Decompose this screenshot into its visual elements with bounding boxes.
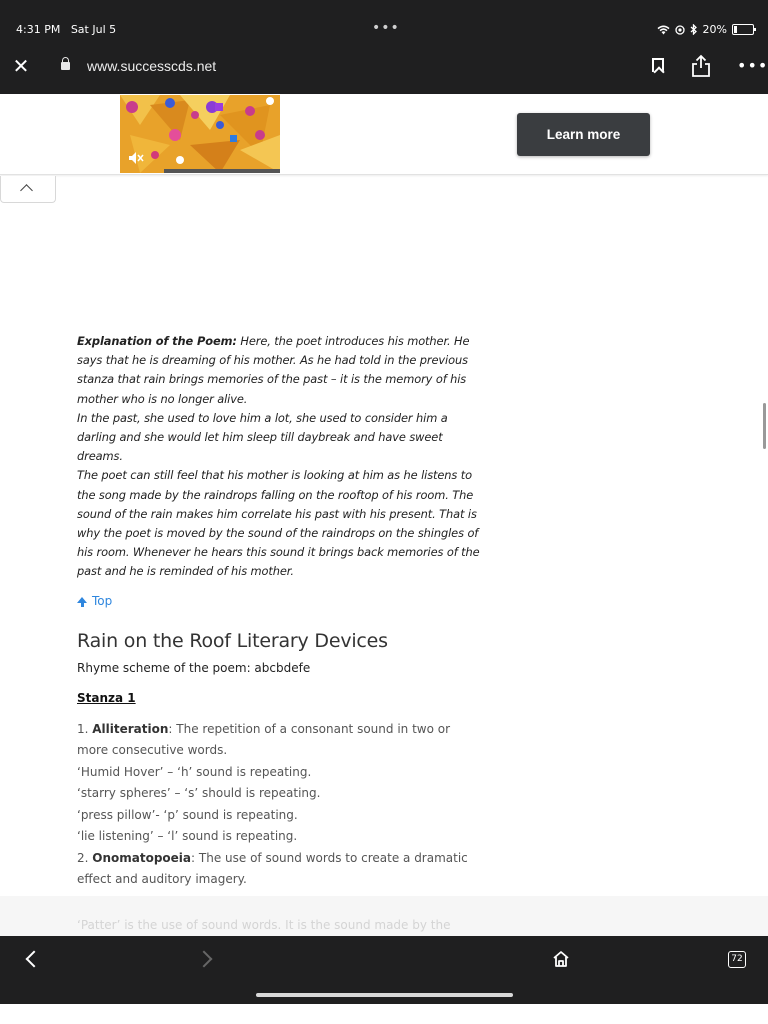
top-link[interactable] [77, 594, 487, 608]
status-time-text: 4:31 PM [16, 23, 61, 36]
literary-devices-list [77, 719, 487, 891]
address-field[interactable] [45, 50, 525, 86]
explanation-label: Explanation of the Poem: [77, 334, 237, 348]
location-icon [675, 25, 685, 35]
top-bar [0, 0, 768, 94]
explanation-paragraph-3: The poet can still feel that his mother is looking at him as he listens to the song made by the raindrops falling on the rooftop of his room. The sound of the rain makes him correlate his past with his present. That is why the poet is moved by the sound of the raindrops on the shingles of his room. Whenever he hears this sound it brings back memories of the past and he is reminded of his mother. [77, 468, 480, 579]
alliteration-definition-1: : The repetition of a consonant sound in two or [168, 721, 451, 736]
bottom-toolbar [0, 936, 768, 1004]
onomatopoeia-term: Onomatopoeia [92, 850, 192, 865]
back-icon[interactable] [26, 951, 43, 968]
alliteration-line-2: more consecutive words. [77, 743, 228, 758]
bluetooth-icon [690, 24, 698, 35]
mute-icon[interactable] [128, 151, 144, 165]
ad-video-image [120, 95, 280, 173]
top-link-text[interactable]: Top [92, 593, 113, 608]
url-bar [0, 46, 768, 90]
article-content [77, 332, 487, 891]
alliteration-term: Alliteration [92, 721, 169, 736]
lock-icon [61, 62, 70, 70]
ad-video-thumbnail[interactable] [120, 95, 280, 173]
faded-content-overlay [0, 896, 768, 936]
multitask-dots-icon[interactable]: ••• [372, 20, 400, 36]
more-icon[interactable]: ••• [737, 56, 768, 75]
battery-icon [732, 24, 754, 35]
explanation-paragraph-1 [77, 332, 487, 409]
poem-explanation [77, 332, 487, 582]
wifi-icon [657, 25, 670, 35]
share-icon[interactable] [690, 54, 712, 78]
explanation-text-1: Here, the poet introduces his mother. He says that he is dreaming of his mother. As he had told in the previous stanza that rain brings memories of the past – it is the memory of his mother who is no longer alive. [77, 334, 470, 406]
ad-collapse-button[interactable] [0, 176, 56, 203]
status-date-text: Sat Jul 5 [70, 23, 117, 36]
status-indicators [657, 23, 754, 36]
bookmark-icon[interactable] [652, 58, 664, 72]
home-icon[interactable] [552, 950, 570, 968]
onomatopoeia-line-1 [77, 848, 487, 870]
onomatopoeia-line-2: effect and auditory imagery. [77, 872, 247, 887]
chevron-up-icon [20, 184, 33, 197]
bottom-bezel [0, 1004, 768, 1024]
status-time [16, 23, 116, 36]
battery-percent: 20% [702, 23, 727, 36]
arrow-up-icon [77, 597, 87, 603]
home-indicator[interactable] [256, 993, 513, 997]
example-item: ‘starry spheres’ – ‘s’ should is repeating. [77, 786, 321, 801]
onomatopoeia-definition-1: : The use of sound words to create a dramatic [191, 850, 468, 865]
forward-icon[interactable] [196, 951, 213, 968]
scrollbar[interactable] [763, 403, 766, 449]
faded-text: ‘Patter’ is the use of sound words. It is the sound made by the [77, 918, 451, 932]
alliteration-number: 1. [77, 721, 93, 736]
explanation-paragraph-2: In the past, she used to love him a lot, she used to consider him a darling and she would let him sleep till daybreak and have sweet dreams. [77, 410, 448, 464]
example-item: ‘Humid Hover’ – ‘h’ sound is repeating. [77, 764, 312, 779]
ad-banner [0, 94, 768, 175]
tabs-icon[interactable]: 72 [728, 951, 746, 968]
example-item: ‘press pillow’- ‘p’ sound is repeating. [77, 807, 298, 822]
example-item: ‘lie listening’ – ‘l’ sound is repeating. [77, 829, 298, 844]
close-icon[interactable]: ✕ [12, 54, 30, 78]
onomatopoeia-number: 2. [77, 850, 93, 865]
alliteration-line-1 [77, 719, 487, 741]
url-text: www.successcds.net [87, 58, 217, 74]
rhyme-scheme: Rhyme scheme of the poem: abcbdefe [77, 660, 311, 675]
section-heading: Rain on the Roof Literary Devices [77, 629, 388, 652]
stanza-heading: Stanza 1 [77, 690, 136, 705]
learn-more-button[interactable]: Learn more [517, 113, 650, 156]
